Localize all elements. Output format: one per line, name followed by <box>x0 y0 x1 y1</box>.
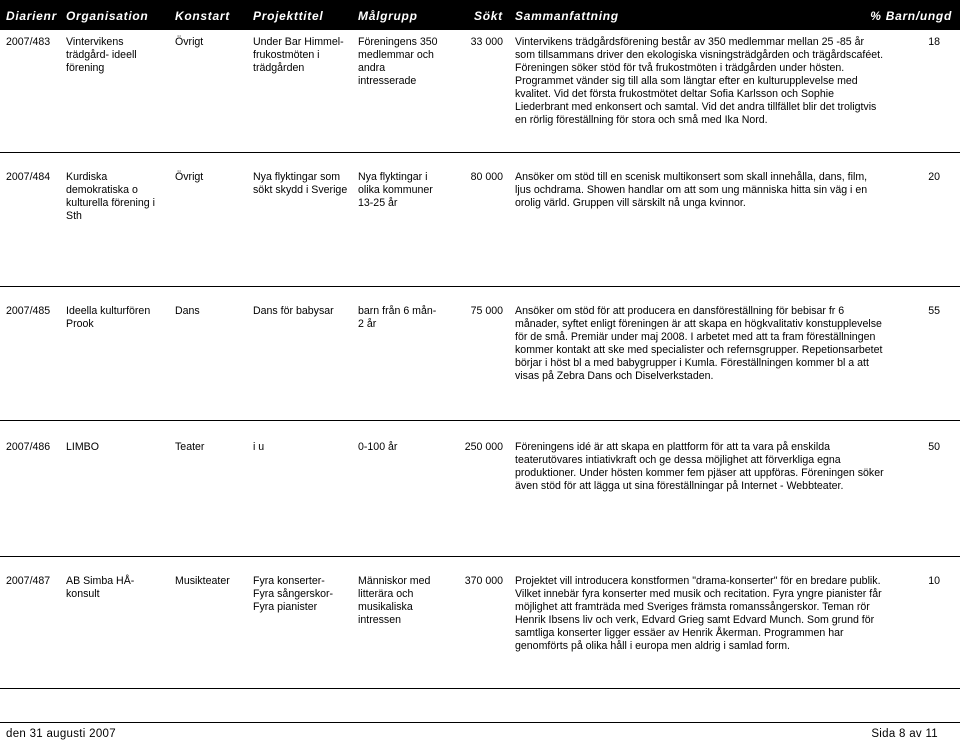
cell-barn-ungd: 10 <box>928 575 940 587</box>
cell-konstart <box>175 36 251 49</box>
text-line: Föreningen söker stöd för två frukostmöten i trädgården under hösten. <box>515 62 845 74</box>
cell-malgrupp <box>358 305 458 331</box>
text-line: Vilket innebär fyra konserter med musik och recitation. Fyra yngre pianister får <box>515 588 882 600</box>
text-line: Vintervikens <box>66 36 124 48</box>
footer-date: den 31 augusti 2007 <box>6 728 116 740</box>
text-line: Människor med <box>358 575 431 587</box>
text-line: en rörlig föreställning för stora och små med Ika Nord. <box>515 114 768 126</box>
cell-sokt: 75 000 <box>470 305 503 317</box>
text-line: 2 år <box>358 318 377 330</box>
row-divider <box>0 688 960 689</box>
text-line: Fyra konserter- <box>253 575 325 587</box>
cell-projekttitel <box>253 171 355 197</box>
cell-projekttitel <box>253 305 355 318</box>
cell-sammanfattning <box>515 171 915 210</box>
text-line: i u <box>253 441 265 453</box>
cell-projekttitel <box>253 441 355 454</box>
cell-barn-ungd: 18 <box>928 36 940 48</box>
cell-diarienr <box>6 36 62 49</box>
text-line: barn från 6 mån- <box>358 305 437 317</box>
text-line: musikaliska <box>358 601 413 613</box>
text-line: Teater <box>175 441 205 453</box>
text-line: Projektet vill introducera konstformen "drama-konserter" för en bredare publik. <box>515 575 881 587</box>
header-barn-ungd: % Barn/ungd <box>870 9 952 23</box>
row-divider <box>0 420 960 421</box>
text-line: trädgård- ideell <box>66 49 137 61</box>
cell-sokt: 250 000 <box>464 441 503 453</box>
cell-sammanfattning <box>515 36 915 127</box>
text-line: 2007/483 <box>6 36 51 48</box>
cell-projekttitel <box>253 36 355 75</box>
cell-konstart <box>175 305 251 318</box>
text-line: olika kommuner <box>358 184 433 196</box>
cell-sammanfattning <box>515 575 915 653</box>
cell-sammanfattning <box>515 305 915 383</box>
text-line: även stöd för att lägga ut sina föreställningar på Internet - Webbteater. <box>515 480 844 492</box>
cell-organisation <box>66 575 172 601</box>
cell-projekttitel <box>253 575 355 614</box>
text-line: för de små. Premiär under maj 2008. I arbetet med att ta fram föreställningen <box>515 331 876 343</box>
cell-barn-ungd: 55 <box>928 305 940 317</box>
text-line: Henrik Ibsens liv och verk, Edvard Grieg samt Edvard Munch. Som grund för <box>515 614 875 626</box>
row-divider <box>0 286 960 287</box>
text-line: kommer kontakt att ske med specialister och refernsgrupper. Repetionsarbetet <box>515 344 883 356</box>
cell-diarienr <box>6 171 62 184</box>
cell-sokt: 33 000 <box>470 36 503 48</box>
text-line: möjlighet att framträda med Sveriges främsta romanssångerskor. Teman rör <box>515 601 870 613</box>
text-line: teaterutövares intiativkraft och ge dessa möjlighet att förverkliga egna <box>515 454 841 466</box>
text-line: frukostmöten i <box>253 49 320 61</box>
cell-konstart <box>175 171 251 184</box>
cell-malgrupp <box>358 171 458 210</box>
cell-diarienr <box>6 575 62 588</box>
text-line: visas på Zebra Dans och Diselverkstaden. <box>515 370 714 382</box>
text-line: 13-25 år <box>358 197 398 209</box>
text-line: Dans för babysar <box>253 305 334 317</box>
text-line: konsult <box>66 588 100 600</box>
cell-malgrupp <box>358 441 458 454</box>
text-line: Föreningens 350 <box>358 36 438 48</box>
text-line: Ideella kulturfören <box>66 305 151 317</box>
table-header <box>0 0 960 30</box>
text-line: medlemmar och <box>358 49 434 61</box>
header-diarienr: Diarienr <box>6 9 57 23</box>
text-line: AB Simba HÅ- <box>66 575 135 587</box>
cell-barn-ungd: 50 <box>928 441 940 453</box>
text-line: litterära och <box>358 588 414 600</box>
text-line: Nya flyktingar i <box>358 171 428 183</box>
cell-sokt: 80 000 <box>470 171 503 183</box>
text-line: Föreningens idé är att skapa en plattform för att ta vara på enskilda <box>515 441 831 453</box>
text-line: Ansöker om stöd till en scenisk multikonsert som skall innehålla, dans, film, <box>515 171 868 183</box>
text-line: Musikteater <box>175 575 230 587</box>
text-line: kvalitet. Vid det första frukostmötet deltar Sofia Karlsson och Sophie <box>515 88 834 100</box>
text-line: Kurdiska <box>66 171 108 183</box>
cell-barn-ungd: 20 <box>928 171 940 183</box>
text-line: Övrigt <box>175 171 204 183</box>
header-projekttitel: Projekttitel <box>253 9 324 23</box>
text-line: ljus ochdrama. Showen handlar om att som ung människa hitta sin väg i en <box>515 184 868 196</box>
cell-malgrupp <box>358 575 458 627</box>
text-line: intresserade <box>358 75 417 87</box>
footer-page-number: Sida 8 av 11 <box>871 728 938 740</box>
text-line: andra <box>358 62 386 74</box>
text-line: demokratiska o <box>66 184 138 196</box>
text-line: orolig värld. Gruppen vill särskilt nå unga kvinnor. <box>515 197 746 209</box>
text-line: Vintervikens trädgårdsförening består av 350 medlemmar mellan 25 -85 år <box>515 36 864 48</box>
text-line: Ansöker om stöd för att producera en dansföreställning för bebisar fr 6 <box>515 305 845 317</box>
header-konstart: Konstart <box>175 9 230 23</box>
text-line: produktioner. Under hösten kommer fem pjäser att uppföras. Föreningen söker <box>515 467 884 479</box>
cell-konstart <box>175 441 251 454</box>
text-line: månader, syftet enligt föreningen är att skapa en högkvalitativ konstupplevelse <box>515 318 882 330</box>
text-line: genomförts på olika håll i europa men aldrig i samlad form. <box>515 640 790 652</box>
text-line: 2007/486 <box>6 441 51 453</box>
cell-organisation <box>66 36 172 75</box>
cell-organisation <box>66 305 172 331</box>
text-line: Programmet vänder sig till alla som längtar efter en kulturupplevelse med <box>515 75 858 87</box>
text-line: 2007/485 <box>6 305 51 317</box>
cell-malgrupp <box>358 36 458 88</box>
text-line: Prook <box>66 318 94 330</box>
header-malgrupp: Målgrupp <box>358 9 418 23</box>
text-line: förening <box>66 62 105 74</box>
text-line: 2007/484 <box>6 171 51 183</box>
cell-diarienr <box>6 441 62 454</box>
row-divider <box>0 152 960 153</box>
header-organisation: Organisation <box>66 9 149 23</box>
text-line: Dans <box>175 305 200 317</box>
text-line: Nya flyktingar som <box>253 171 341 183</box>
cell-organisation <box>66 171 172 223</box>
header-sokt: Sökt <box>474 9 503 23</box>
cell-sammanfattning <box>515 441 915 493</box>
text-line: Liederbrant med enkonsert och samtal. Vid det andra tillfället blir det troligtvis <box>515 101 877 113</box>
text-line: kulturella förening i <box>66 197 155 209</box>
text-line: börjar i höst bl a med babygrupper i Kumla. Föreställningen kommer bl a att <box>515 357 869 369</box>
text-line: Under Bar Himmel- <box>253 36 344 48</box>
footer-divider <box>0 722 960 723</box>
header-sammanfattning: Sammanfattning <box>515 9 619 23</box>
text-line: Fyra sångerskor- <box>253 588 334 600</box>
text-line: samtliga konserter ligger essäer av Henrik Åkerman. Programmen har <box>515 627 844 639</box>
text-line: Fyra pianister <box>253 601 318 613</box>
row-divider <box>0 556 960 557</box>
text-line: trädgården <box>253 62 305 74</box>
text-line: LIMBO <box>66 441 99 453</box>
cell-konstart <box>175 575 251 588</box>
text-line: 2007/487 <box>6 575 51 587</box>
text-line: 0-100 år <box>358 441 398 453</box>
cell-sokt: 370 000 <box>464 575 503 587</box>
text-line: intressen <box>358 614 401 626</box>
cell-diarienr <box>6 305 62 318</box>
text-line: sökt skydd i Sverige <box>253 184 348 196</box>
cell-organisation <box>66 441 172 454</box>
text-line: Sth <box>66 210 82 222</box>
text-line: som tillsammans driver den ekologiska visningsträdgården och trägårdscaféet. <box>515 49 884 61</box>
text-line: Övrigt <box>175 36 204 48</box>
